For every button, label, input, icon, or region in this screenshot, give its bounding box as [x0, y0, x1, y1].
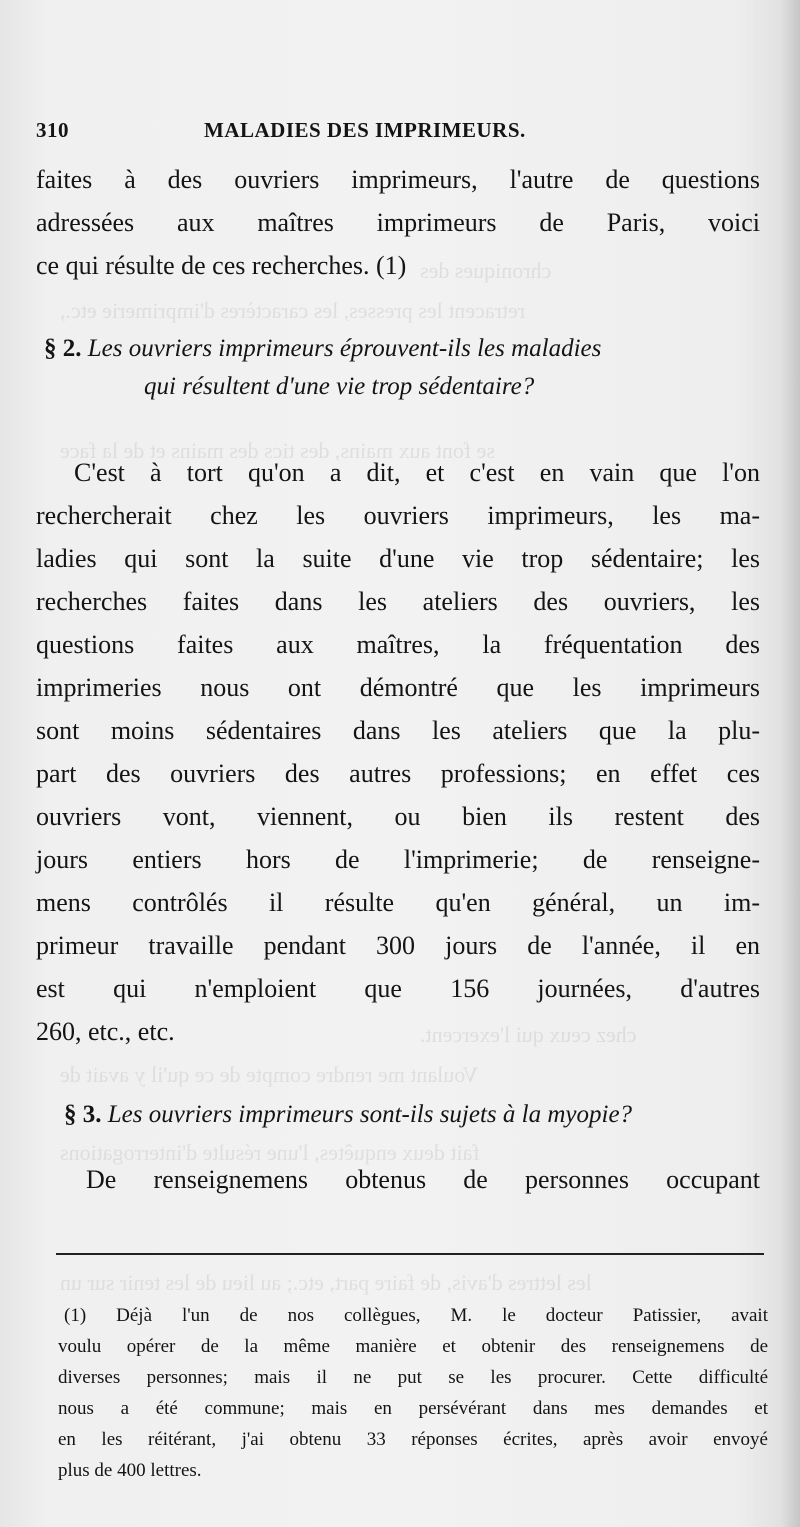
text-line: primeur travaille pendant 300 jours de l'année, il en [36, 931, 760, 960]
text-line: De renseignemens obtenus de personnes occupant [86, 1165, 760, 1194]
text-line: est qui n'emploient que 156 journées, d'autres [36, 974, 760, 1003]
text-line: ouvriers vont, viennent, ou bien ils restent des [36, 802, 760, 831]
section-mark: § 3. [64, 1101, 102, 1128]
footnote-line: voulu opérer de la même manière et obtenir des renseignemens de [58, 1336, 768, 1357]
text-line: ce qui résulte de ces recherches. (1) [36, 251, 407, 280]
footnote [58, 1300, 768, 1486]
footnote-divider [56, 1253, 764, 1255]
footnote-line: (1) Déjà l'un de nos collègues, M. le docteur Patissier, avait [64, 1305, 768, 1326]
text-line: C'est à tort qu'on a dit, et c'est en vain que l'on [74, 458, 760, 487]
page-number: 310 [36, 118, 69, 142]
section-3-heading-text: Les ouvriers imprimeurs sont-ils sujets à la myopie? [107, 1101, 633, 1128]
section-2-heading [44, 330, 760, 406]
paragraph-next [36, 1158, 760, 1201]
text-line: adressées aux maîtres imprimeurs de Paris, voici [36, 208, 760, 237]
page-edge-shadow [780, 0, 800, 1527]
bleed-through-text: fait deux enquêtes, l'une résulte d'interrogations [60, 1140, 480, 1165]
text-line: faites à des ouvriers imprimeurs, l'autre de questions [36, 165, 760, 194]
paragraph-continued [36, 158, 760, 287]
text-line: recherches faites dans les ateliers des ouvriers, les [36, 587, 760, 616]
section-2-heading-line-2: qui résultent d'une vie trop sédentaire? [144, 373, 535, 400]
footnote-line: nous a été commune; mais en persévérant dans mes demandes et [58, 1398, 768, 1419]
section-2-heading-line-1 [44, 330, 760, 368]
section-mark: § 2. [44, 335, 82, 362]
footnote-line: en les réitérant, j'ai obtenu 33 réponses écrites, après avoir envoyé [58, 1429, 768, 1450]
text-line: 260, etc., etc. [36, 1017, 175, 1046]
section-3-heading-line-1 [44, 1096, 760, 1134]
text-line: sont moins sédentaires dans les ateliers que la plu- [36, 716, 760, 745]
text-line: mens contrôlés il résulte qu'en général, un im- [36, 888, 760, 917]
text-line: questions faites aux maîtres, la fréquentation des [36, 630, 760, 659]
paragraph-main [36, 451, 760, 1053]
text-line: rechercherait chez les ouvriers imprimeurs, les ma- [36, 501, 760, 530]
footnote-line: plus de 400 lettres. [58, 1460, 202, 1481]
text-line: ladies qui sont la suite d'une vie trop sédentaire; les [36, 544, 760, 573]
running-head: MALADIES DES IMPRIMEURS. [204, 118, 526, 142]
bleed-through-text: chez ceux qui l'exercent. [420, 1022, 637, 1047]
bleed-through-text: les lettres d'avis, de faire part, etc.; au lieu de les tenir sur un [60, 1270, 592, 1295]
section-3-heading [44, 1096, 760, 1134]
text-line: imprimeries nous ont démontré que les imprimeurs [36, 673, 760, 702]
bleed-through-text: Voulant me rendre compte de ce qu'il y avait de [60, 1062, 479, 1087]
bleed-through-text: se font aux mains, des tics des mains et de la face [60, 438, 495, 463]
section-2-heading-text: Les ouvriers imprimeurs éprouvent-ils les maladies [87, 335, 602, 362]
page-header [36, 118, 756, 148]
text-line: jours entiers hors de l'imprimerie; de renseigne- [36, 845, 760, 874]
bleed-through-text: retracent les presses, les caractères d'imprimerie etc., [60, 298, 526, 323]
bleed-through-text: chroniques des [420, 258, 552, 283]
text-line: part des ouvriers des autres professions; en effet ces [36, 759, 760, 788]
footnote-line: diverses personnes; mais il ne put se les procurer. Cette difficulté [58, 1367, 768, 1388]
